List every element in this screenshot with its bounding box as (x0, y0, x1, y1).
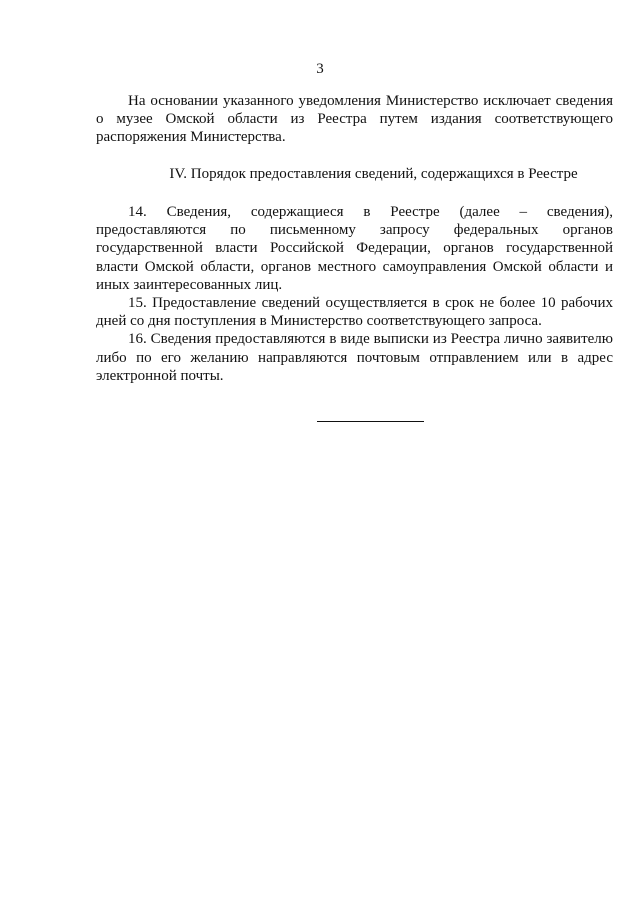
page-number: 3 (316, 61, 324, 77)
intro-section (96, 92, 613, 147)
section-body (96, 203, 613, 385)
paragraph-16: 16. Сведения предоставляются в виде выписки из Реестра лично заявителю либо по его желанию направляются почтовым отправлением или в адрес электронной почты. (96, 331, 613, 384)
end-divider-line (317, 421, 424, 422)
intro-paragraph: На основании указанного уведомления Министерство исключает сведения о музее Омской области из Реестра путем издания соответствующего распоряжения Министерства. (96, 93, 613, 146)
paragraph-14: 14. Сведения, содержащиеся в Реестре (далее – сведения), предоставляются по письменному запросу федеральных органов государственной власти Российской Федерации, органов государственной власти Омской области, органов местного самоуправления Омской области и иных заинтересованных лиц. (96, 204, 613, 293)
paragraph-15: 15. Предоставление сведений осуществляется в срок не более 10 рабочих дней со дня поступления в Министерство соответствующего запроса. (96, 295, 613, 330)
section-heading: IV. Порядок предоставления сведений, содержащихся в Реестре (169, 166, 578, 182)
